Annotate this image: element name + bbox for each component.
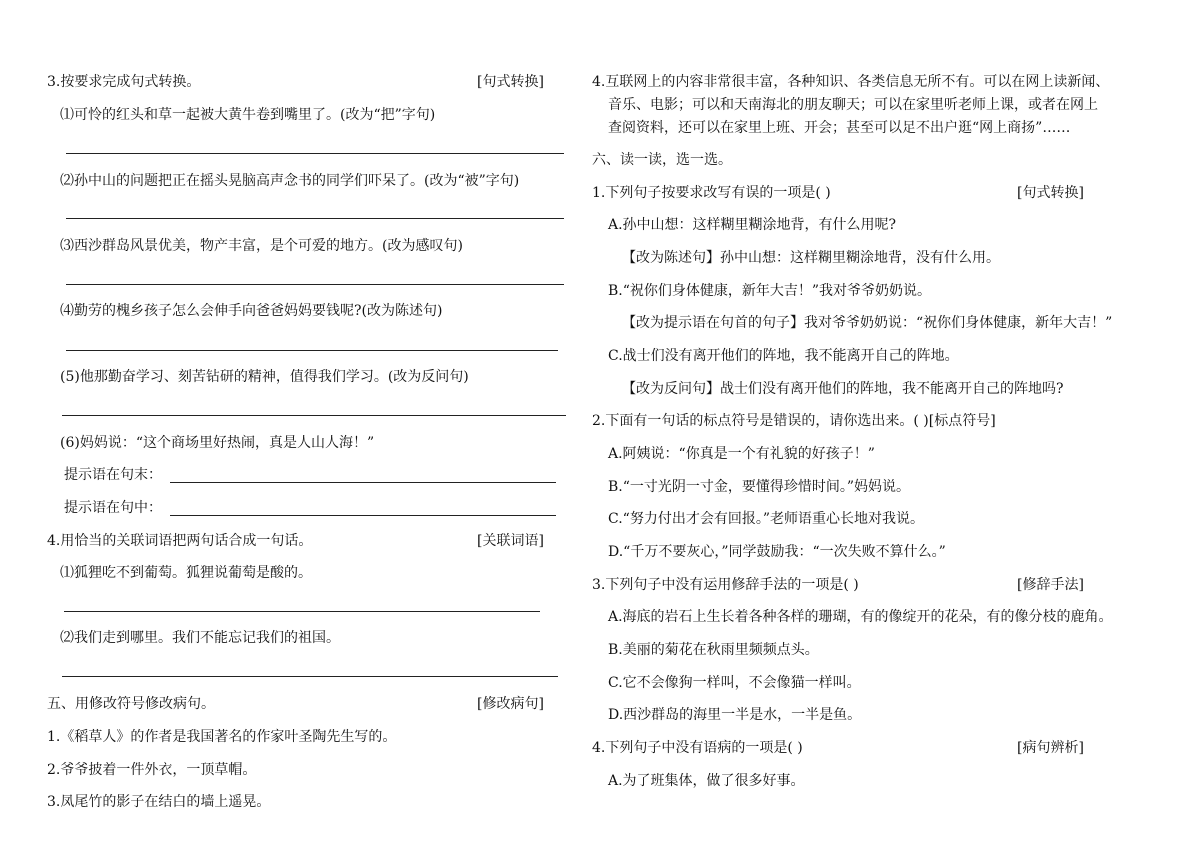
- choice-q3-title: 3.下列句子中没有运用修辞手法的一项是( ): [592, 577, 859, 593]
- question-4-2: ⑵我们走到哪里。我们不能忘记我们的祖国。: [60, 630, 340, 646]
- choice-q2-c: C.“努力付出才会有回报。”老师语重心长地对我说。: [608, 511, 924, 527]
- sick-sentence-3: 3.凤尾竹的影子在结白的墙上遥晃。: [47, 794, 271, 810]
- choice-q3-d: D.西沙群岛的海里一半是水，一半是鱼。: [608, 707, 862, 723]
- item-4-line-2: 音乐、电影；可以和天南海北的朋友聊天；可以在家里听老师上课，或者在网上: [608, 97, 1098, 113]
- section-6-title: 六、读一读，选一选。: [592, 152, 732, 168]
- answer-line[interactable]: [66, 350, 558, 351]
- section-4-tag: [关联词语]: [477, 533, 544, 549]
- item-4-line-1: 4.互联网上的内容非常很丰富，各种知识、各类信息无所不有。可以在网上读新闻、: [592, 74, 1110, 90]
- section-3-tag: [句式转换]: [477, 74, 544, 90]
- question-3-1: ⑴可怜的红头和草一起被大黄牛卷到嘴里了。(改为“把”字句): [60, 107, 436, 123]
- section-4-title: 4.用恰当的关联词语把两句话合成一句话。: [47, 533, 313, 549]
- choice-q2-a: A.阿姨说：“你真是一个有礼貌的好孩子！”: [608, 446, 875, 462]
- choice-q4-tag: [病句辨析]: [1017, 740, 1084, 756]
- answer-line[interactable]: [170, 515, 556, 516]
- choice-q1-b-rewrite: 【改为提示语在句首的句子】我对爷爷奶奶说：“祝你们身体健康，新年大吉！”: [622, 315, 1113, 331]
- choice-q2-b: B.“一寸光阴一寸金，要懂得珍惜时间。”妈妈说。: [608, 479, 911, 495]
- choice-q3-tag: [修辞手法]: [1017, 577, 1084, 593]
- section-3-title: 3.按要求完成句式转换。: [47, 74, 201, 90]
- section-5-title: 五、用修改符号修改病句。: [47, 696, 215, 712]
- sick-sentence-2: 2.爷爷披着一件外衣，一顶草帽。: [47, 762, 257, 778]
- choice-q2-d: D.“千万不要灰心，”同学鼓励我：“一次失败不算什么。”: [608, 544, 946, 560]
- hint-middle-label: 提示语在句中：: [64, 500, 162, 516]
- answer-line[interactable]: [66, 218, 564, 219]
- choice-q1-tag: [句式转换]: [1017, 185, 1084, 201]
- answer-line[interactable]: [62, 415, 566, 416]
- choice-q2-title: 2.下面有一句话的标点符号是错误的，请你选出来。( )[标点符号]: [592, 413, 996, 429]
- answer-line[interactable]: [170, 482, 556, 483]
- hint-end-label: 提示语在句末：: [64, 467, 162, 483]
- choice-q4-title: 4.下列句子中没有语病的一项是( ): [592, 740, 803, 756]
- choice-q3-c: C.它不会像狗一样叫，不会像猫一样叫。: [608, 675, 861, 691]
- answer-line[interactable]: [62, 676, 558, 677]
- item-4-line-3: 查阅资料，还可以在家里上班、开会；甚至可以足不出户逛“网上商扬”……: [608, 120, 1071, 136]
- choice-q1-c-rewrite: 【改为反问句】战士们没有离开他们的阵地，我不能离开自己的阵地吗?: [622, 381, 1064, 397]
- answer-line[interactable]: [64, 611, 540, 612]
- choice-q1-title: 1.下列句子按要求改写有误的一项是( ): [592, 185, 831, 201]
- question-3-4: ⑷勤劳的槐乡孩子怎么会伸手向爸爸妈妈要钱呢?(改为陈述句): [60, 303, 443, 319]
- choice-q3-b: B.美丽的菊花在秋雨里频频点头。: [608, 642, 819, 658]
- choice-q1-a-rewrite: 【改为陈述句】孙中山想：这样糊里糊涂地背，没有什么用。: [622, 250, 1000, 266]
- question-3-2: ⑵孙中山的问题把正在摇头晃脑高声念书的同学们吓呆了。(改为“被”字句): [60, 173, 520, 189]
- sick-sentence-1: 1.《稻草人》的作者是我国著名的作家叶圣陶先生写的。: [47, 729, 397, 745]
- question-3-3: ⑶西沙群岛风景优美，物产丰富，是个可爱的地方。(改为感叹句): [60, 238, 463, 254]
- question-3-5: (5)他那勤奋学习、刻苦钻研的精神，值得我们学习。(改为反问句): [60, 369, 469, 385]
- question-4-1: ⑴狐狸吃不到葡萄。狐狸说葡萄是酸的。: [60, 565, 312, 581]
- answer-line[interactable]: [66, 284, 564, 285]
- question-3-6: (6)妈妈说：“这个商场里好热闹，真是人山人海！”: [60, 435, 375, 451]
- section-5-tag: [修改病句]: [477, 696, 544, 712]
- choice-q1-a: A.孙中山想：这样糊里糊涂地背，有什么用呢?: [608, 217, 897, 233]
- choice-q1-b: B.“祝你们身体健康，新年大吉！”我对爷爷奶奶说。: [608, 283, 932, 299]
- answer-line[interactable]: [66, 153, 564, 154]
- choice-q1-c: C.战士们没有离开他们的阵地，我不能离开自己的阵地。: [608, 348, 959, 364]
- choice-q3-a: A.海底的岩石上生长着各种各样的珊瑚，有的像绽开的花朵，有的像分枝的鹿角。: [608, 609, 1113, 625]
- choice-q4-a: A.为了班集体，做了很多好事。: [608, 773, 805, 789]
